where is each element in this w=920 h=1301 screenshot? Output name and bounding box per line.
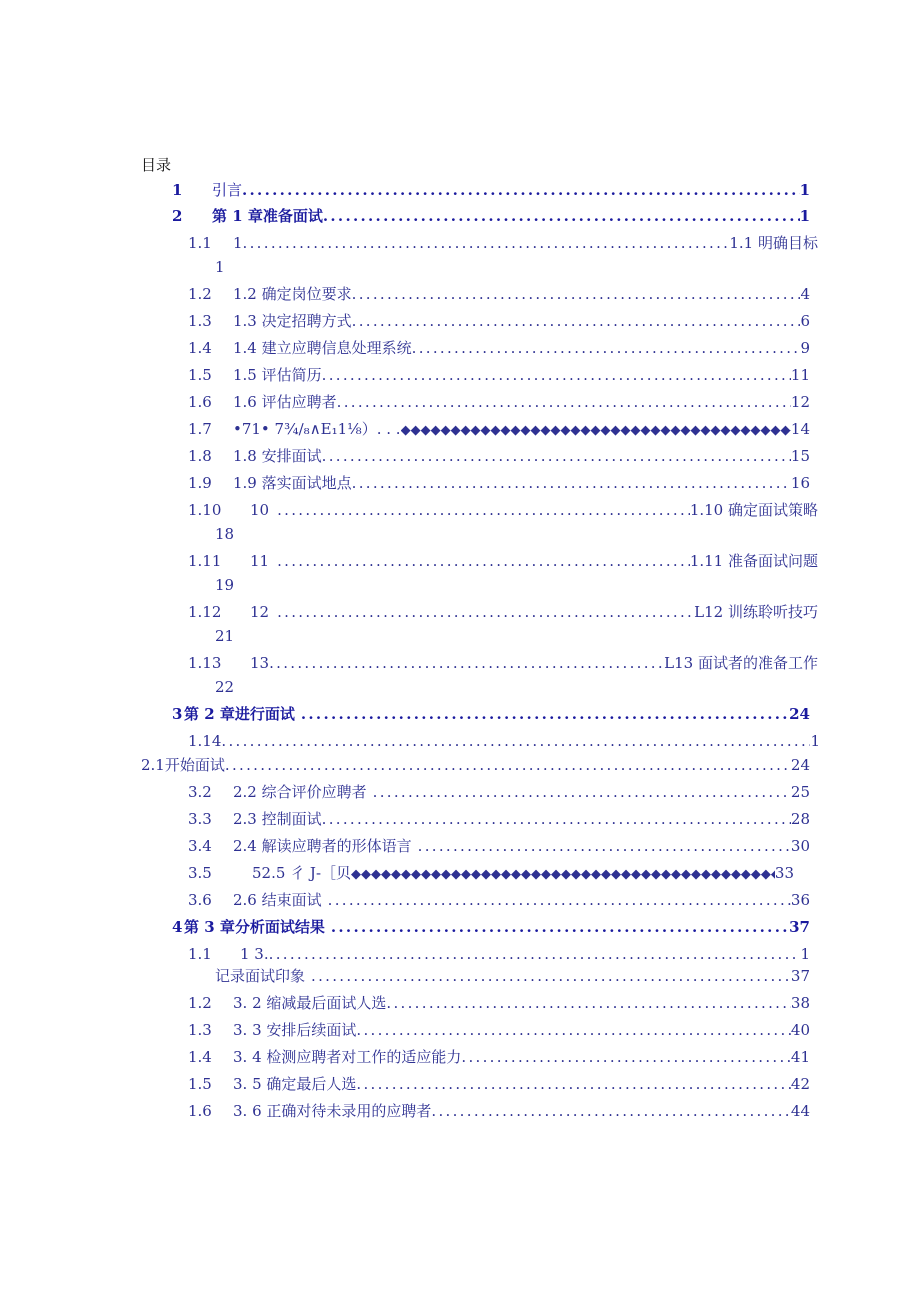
toc-entry-label: 11 <box>250 552 270 570</box>
toc-dot-leader <box>301 704 789 724</box>
toc-entry-section[interactable] <box>188 365 810 385</box>
toc-dot-leader <box>352 284 801 304</box>
toc-entry-label: 2.2 综合评价应聘者 <box>233 783 367 801</box>
toc-entry-number: 2 <box>172 207 183 225</box>
toc-entry-section[interactable] <box>188 311 810 331</box>
toc-entry-page: 1.11 准备面试问题 <box>689 552 818 570</box>
toc-entry-number: 1.2 <box>188 994 212 1012</box>
toc-entry-label: 12 <box>250 603 270 621</box>
toc-entry-page: 15 <box>790 447 810 465</box>
toc-entry-page: 28 <box>790 810 810 828</box>
toc-entry-label: 引言 <box>212 181 243 199</box>
toc-entry-section[interactable] <box>188 731 820 751</box>
toc-entry-section[interactable] <box>188 1047 810 1067</box>
toc-entry-page: 16 <box>790 474 810 492</box>
toc-entry-page: 12 <box>790 393 810 411</box>
toc-entry-number: 1.5 <box>188 1075 212 1093</box>
toc-entry-label: •71• 7¾∕₈∧E₁1⅛）. . . <box>233 420 401 438</box>
toc-entry-section[interactable] <box>188 446 810 466</box>
toc-entry-page-continued: 19 <box>215 576 235 594</box>
toc-entry-chapter-1[interactable] <box>172 206 810 226</box>
toc-dot-leader <box>323 206 800 226</box>
toc-entry-page: 1.1 明确目标 <box>729 234 818 252</box>
toc-entry-label: 52.5 彳 J-［贝 <box>252 864 352 882</box>
toc-entry-section[interactable] <box>188 993 810 1013</box>
toc-entry-number: 1.6 <box>188 1102 212 1120</box>
toc-entry-label: 2.6 结束面试 <box>233 891 322 909</box>
toc-entry-page: 4 <box>800 285 810 303</box>
toc-dot-leader <box>418 836 791 856</box>
toc-entry-number: 1.8 <box>188 447 212 465</box>
toc-entry-number: 1.1 <box>188 945 212 963</box>
toc-dot-leader <box>269 653 664 673</box>
toc-entry-page: 33 <box>774 864 794 882</box>
toc-entry-label: 1 3. <box>240 945 269 963</box>
toc-entry-section[interactable] <box>188 338 810 358</box>
toc-entry-number: 2.1 <box>141 756 165 774</box>
toc-entry-page: 41 <box>790 1048 810 1066</box>
toc-entry-page: 30 <box>790 837 810 855</box>
toc-entry-label: 3. 3 安排后续面试 <box>233 1021 357 1039</box>
toc-entry-number: 1.6 <box>188 393 212 411</box>
toc-entry-label: 3. 5 确定最后人选 <box>233 1075 357 1093</box>
toc-entry-page: 1 <box>799 207 810 225</box>
toc-dot-leader <box>277 500 690 520</box>
toc-entry-page: 1.10 确定面试策略 <box>689 501 818 519</box>
toc-dot-leader <box>431 1101 791 1121</box>
toc-dot-leader <box>311 966 791 986</box>
toc-entry-page: 36 <box>790 891 810 909</box>
toc-entry-page: 25 <box>790 783 810 801</box>
toc-entry-page: 44 <box>790 1102 810 1120</box>
toc-entry-number: 1.2 <box>188 285 212 303</box>
toc-entry-number: 3 <box>172 705 183 723</box>
toc-entry-label: 13 <box>250 654 270 672</box>
toc-entry-section[interactable] <box>188 1101 810 1121</box>
toc-entry-number: 1.11 <box>188 552 222 570</box>
toc-entry-label: 1.8 安排面试 <box>233 447 322 465</box>
toc-entry-page: 42 <box>790 1075 810 1093</box>
toc-entry-section[interactable] <box>188 809 810 829</box>
toc-entry-section[interactable] <box>188 233 818 253</box>
toc-dot-leader <box>277 551 690 571</box>
toc-entry-section[interactable] <box>215 966 810 986</box>
toc-entry-section[interactable] <box>188 473 810 493</box>
toc-entry-number: 1.4 <box>188 1048 212 1066</box>
toc-entry-section[interactable] <box>188 392 810 412</box>
toc-dot-leader <box>352 473 791 493</box>
toc-entry-page-continued: 18 <box>215 525 235 543</box>
toc-entry-page: 11 <box>790 366 810 384</box>
toc-entry-page: 14 <box>790 420 810 438</box>
toc-entry-page: L12 训练聆听技巧 <box>694 603 818 621</box>
toc-diamond-leader <box>351 865 775 883</box>
toc-dot-leader <box>225 755 791 775</box>
toc-entry-page-continued: 21 <box>215 627 235 645</box>
toc-entry-chapter-3[interactable] <box>172 917 810 937</box>
toc-entry-section[interactable] <box>188 1074 810 1094</box>
toc-dot-leader <box>277 602 694 622</box>
toc-entry-section[interactable] <box>188 551 818 571</box>
toc-entry-number: 3.4 <box>188 837 212 855</box>
toc-entry-label: 第 3 章分析面试结果 <box>184 918 325 936</box>
toc-entry-number: 1 <box>172 181 183 199</box>
toc-entry-page: 24 <box>789 705 810 723</box>
toc-entry-number: 1.10 <box>188 501 222 519</box>
toc-dot-leader <box>356 1074 791 1094</box>
toc-entry-label: 1 <box>233 234 243 252</box>
toc-entry-label: 1.9 落实面试地点 <box>233 474 352 492</box>
toc-dot-leader <box>322 809 791 829</box>
toc-dot-leader <box>328 890 791 910</box>
toc-dot-leader <box>331 917 789 937</box>
toc-entry-number: 1.12 <box>188 603 222 621</box>
toc-diamond-leader <box>401 421 791 439</box>
toc-entry-page: L13 面试者的准备工作 <box>664 654 818 672</box>
toc-entry-page: 1 <box>799 181 810 199</box>
toc-entry-section[interactable] <box>188 944 810 964</box>
toc-entry-label: 1.5 评估简历 <box>233 366 322 384</box>
toc-entry-label: 记录面试印象 <box>215 967 306 985</box>
toc-entry-number: 4 <box>172 918 183 936</box>
toc-entry-label: 3. 4 检测应聘者对工作的适应能力 <box>233 1048 462 1066</box>
toc-entry-section[interactable] <box>188 863 794 883</box>
toc-entry-section[interactable] <box>188 500 818 520</box>
toc-entry-page: 38 <box>790 994 810 1012</box>
toc-entry-page: 6 <box>800 312 810 330</box>
toc-entry-page: 37 <box>789 918 810 936</box>
toc-entry-number: 1.3 <box>188 1021 212 1039</box>
toc-entry-number: 3.2 <box>188 783 212 801</box>
toc-entry-page-continued: 1 <box>215 258 225 276</box>
toc-entry-number: 1.1 <box>188 234 212 252</box>
toc-title: 目录 <box>141 156 172 174</box>
toc-dot-leader <box>386 993 791 1013</box>
toc-entry-number: 3.3 <box>188 810 212 828</box>
toc-entry-section[interactable] <box>141 755 810 775</box>
toc-entry-section[interactable] <box>188 890 810 910</box>
toc-entry-label: 3. 6 正确对待未录用的应聘者 <box>233 1102 432 1120</box>
toc-entry-number: 1.14 <box>188 732 222 750</box>
toc-entry-page: 24 <box>790 756 810 774</box>
toc-entry-label: 1.4 建立应聘信息处理系统 <box>233 339 412 357</box>
toc-entry-number: 1.4 <box>188 339 212 357</box>
toc-dot-leader <box>322 365 791 385</box>
toc-entry-page: 1 <box>810 732 820 750</box>
toc-dot-leader <box>337 392 791 412</box>
toc-entry-page: 37 <box>790 967 810 985</box>
toc-dot-leader <box>242 180 800 200</box>
toc-dot-leader <box>352 311 801 331</box>
toc-dot-leader <box>322 446 791 466</box>
toc-dot-leader <box>373 782 791 802</box>
toc-entry-label: 3. 2 缩减最后面试人选 <box>233 994 387 1012</box>
toc-entry-number: 1.7 <box>188 420 212 438</box>
toc-entry-section[interactable] <box>188 782 810 802</box>
toc-dot-leader <box>412 338 801 358</box>
toc-entry-section[interactable] <box>188 419 810 439</box>
toc-entry-section[interactable] <box>188 836 810 856</box>
toc-entry-number: 1.5 <box>188 366 212 384</box>
toc-entry-section[interactable] <box>188 653 818 673</box>
toc-entry-section[interactable] <box>188 1020 810 1040</box>
toc-entry-page-continued: 22 <box>215 678 235 696</box>
toc-entry-section[interactable] <box>188 602 818 622</box>
toc-dot-leader <box>243 233 730 253</box>
toc-entry-page: 40 <box>790 1021 810 1039</box>
toc-entry-page: 1 <box>800 945 810 963</box>
toc-entry-label: 第 2 章进行面试 <box>184 705 295 723</box>
toc-entry-chapter-2[interactable] <box>172 704 810 724</box>
toc-entry-number: 3.6 <box>188 891 212 909</box>
toc-entry-number: 1.3 <box>188 312 212 330</box>
toc-entry-label: 2.4 解读应聘者的形体语言 <box>233 837 412 855</box>
toc-dot-leader <box>356 1020 791 1040</box>
toc-entry-label: 2.3 控制面试 <box>233 810 322 828</box>
toc-dot-leader <box>221 731 810 751</box>
toc-entry-label: 开始面试 <box>164 756 225 774</box>
toc-entry-label: 1.3 决定招聘方式 <box>233 312 352 330</box>
toc-entry-number: 3.5 <box>188 864 212 882</box>
toc-entry-label: 1.6 评估应聘者 <box>233 393 337 411</box>
toc-entry-label: 第 1 章准备面试 <box>212 207 323 225</box>
toc-entry-label: 1.2 确定岗位要求 <box>233 285 352 303</box>
toc-entry-section[interactable] <box>188 284 810 304</box>
toc-entry-page: 9 <box>800 339 810 357</box>
toc-entry-number: 1.13 <box>188 654 222 672</box>
toc-entry-number: 1.9 <box>188 474 212 492</box>
toc-entry-introduction[interactable] <box>172 180 810 200</box>
toc-dot-leader <box>461 1047 791 1067</box>
toc-dot-leader <box>269 944 801 964</box>
toc-entry-label: 10 <box>250 501 270 519</box>
